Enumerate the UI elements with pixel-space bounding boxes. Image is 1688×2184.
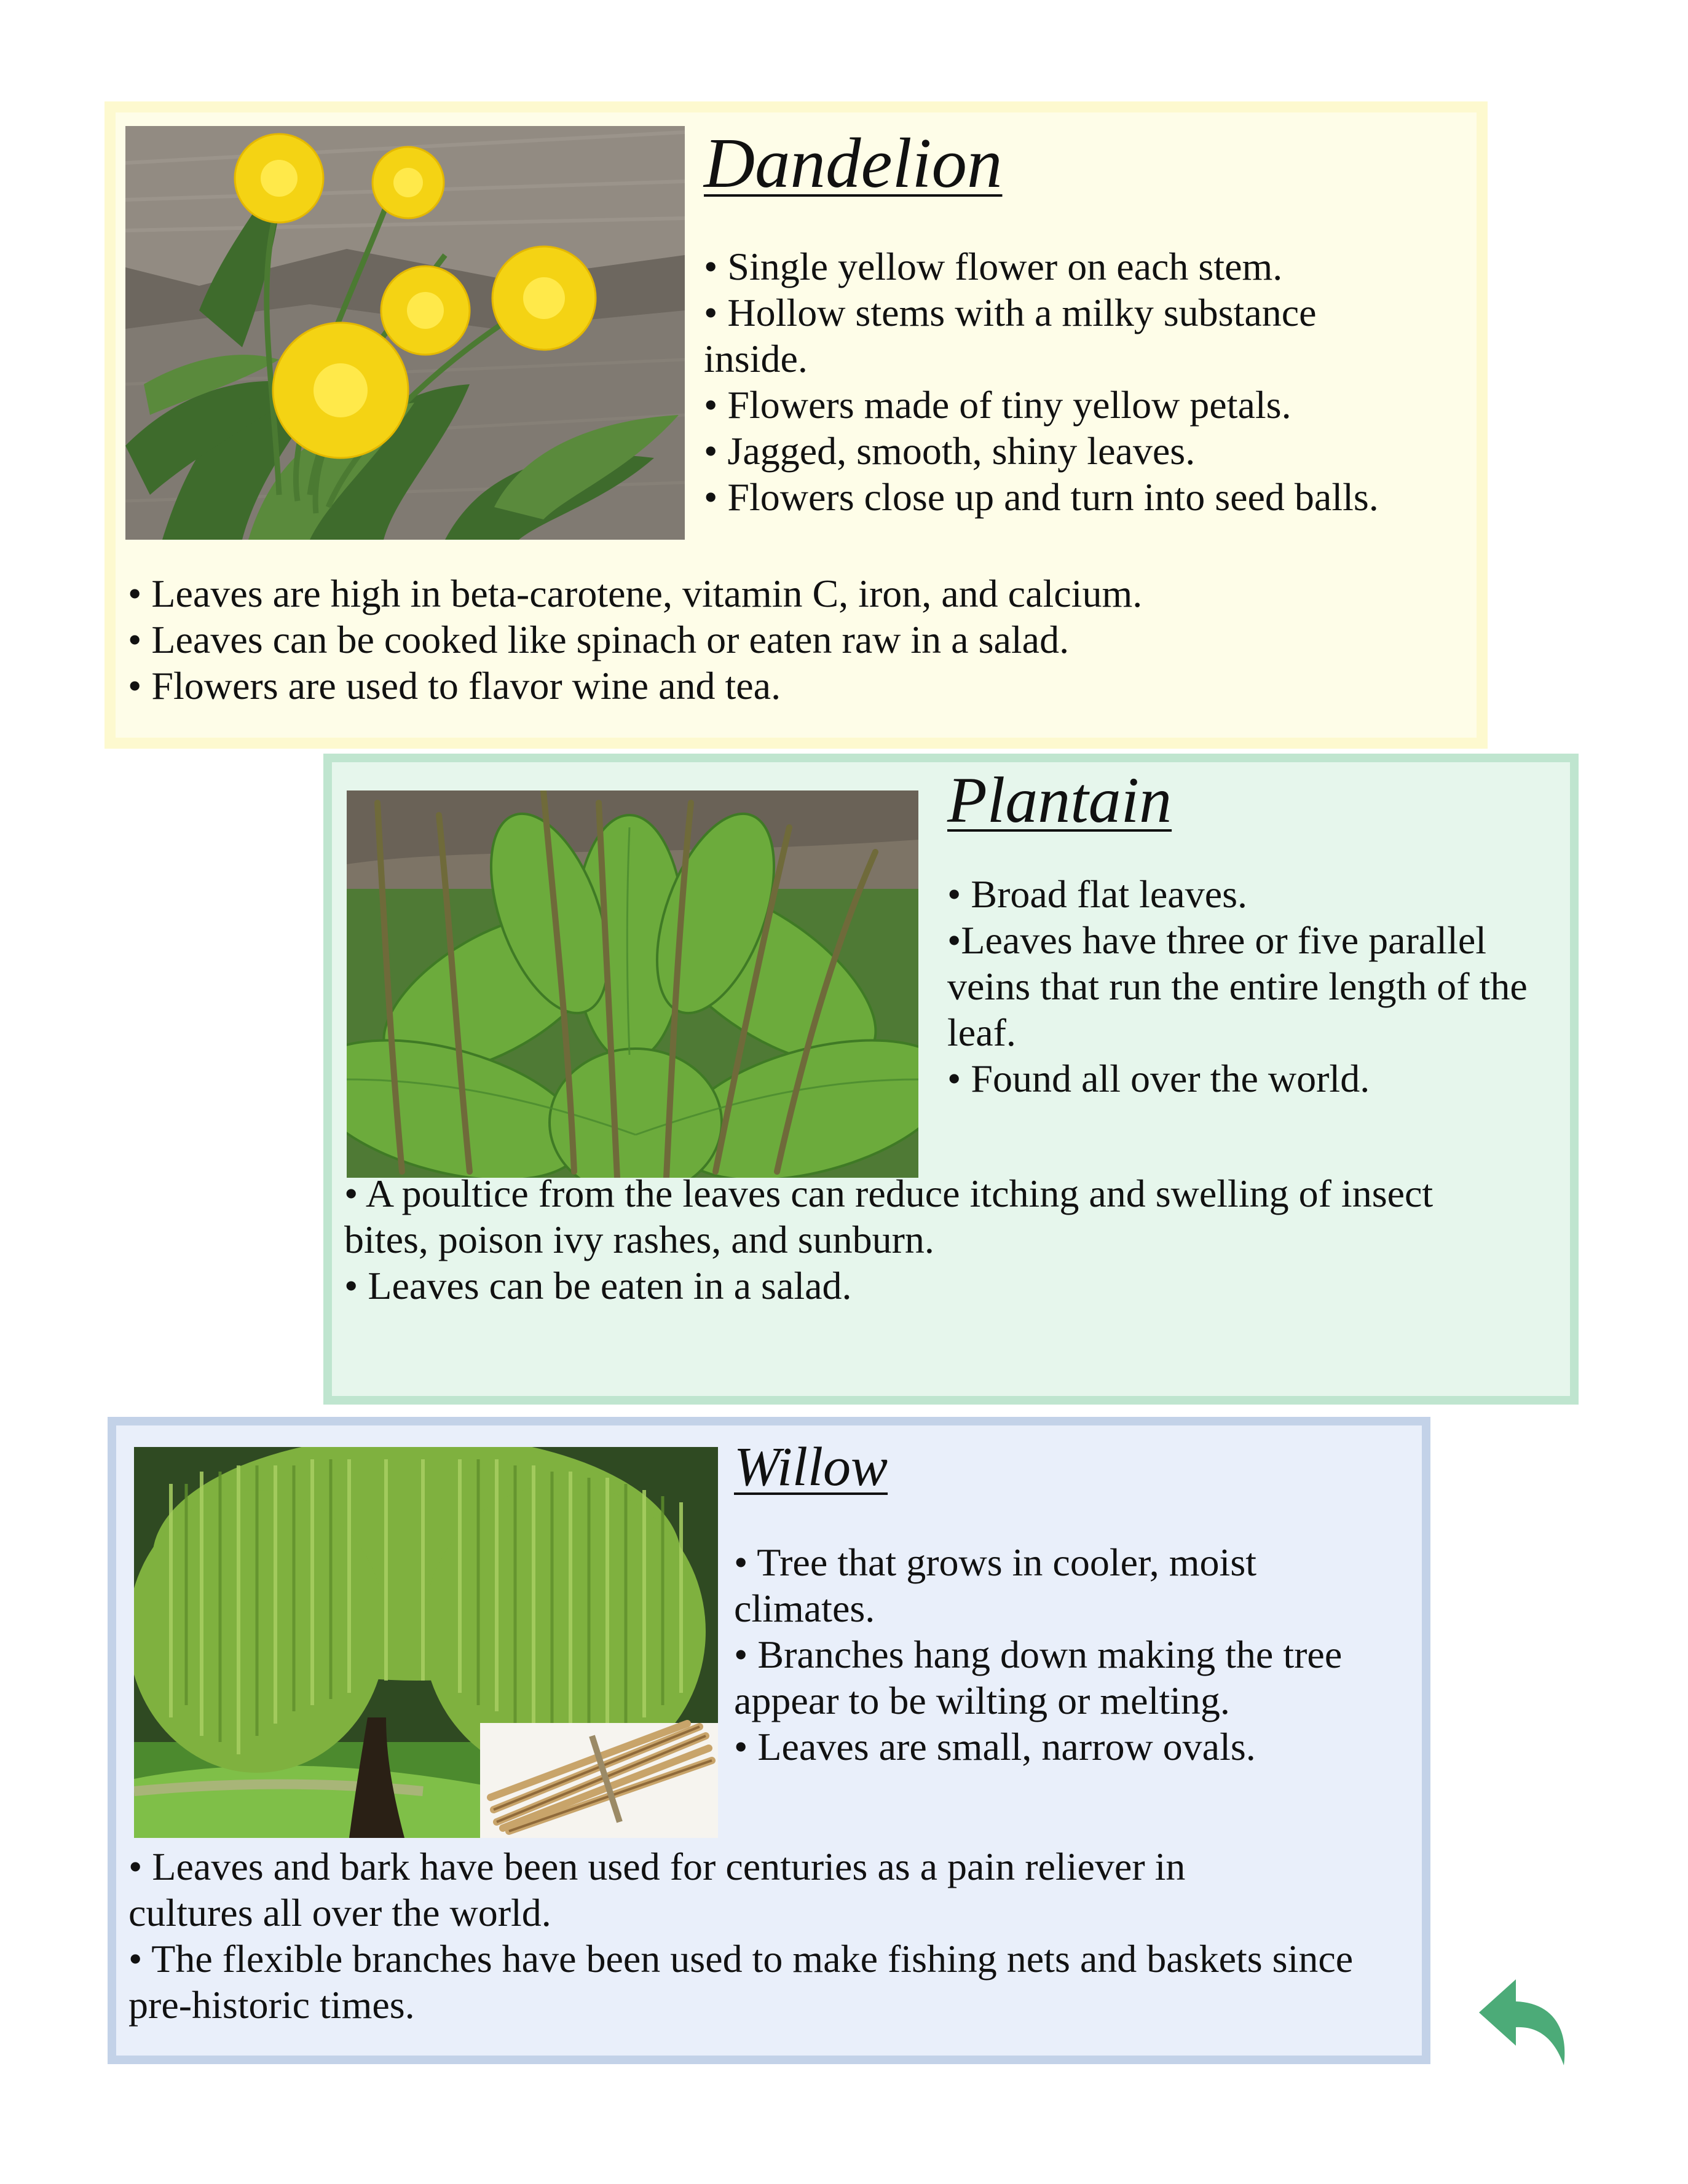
dandelion-use-1: • Leaves are high in beta-carotene, vitamin C, iron, and calcium.: [128, 572, 1143, 615]
plantain-use-2: • Leaves can be eaten in a salad.: [344, 1264, 852, 1307]
plantain-feature-1: • Broad flat leaves.: [947, 872, 1247, 916]
willow-title: Willow: [734, 1437, 888, 1497]
willow-features: [734, 1539, 1404, 1770]
dandelion-feature-2: • Hollow stems with a milky substance inside.: [704, 291, 1317, 380]
dandelion-feature-4: • Jagged, smooth, shiny leaves.: [704, 429, 1196, 473]
plantain-photo: [347, 790, 918, 1178]
dandelion-feature-3: • Flowers made of tiny yellow petals.: [704, 383, 1292, 427]
dandelion-use-3: • Flowers are used to flavor wine and tea.: [128, 664, 781, 708]
dandelion-card: [105, 101, 1488, 749]
dandelion-title: Dandelion: [704, 124, 1003, 202]
willow-use-1: • Leaves and bark have been used for centuries as a pain reliever in cultures all over the world.: [128, 1845, 1186, 1934]
curved-back-arrow-icon: [1478, 1978, 1570, 2065]
willow-feature-3: • Leaves are small, narrow ovals.: [734, 1725, 1256, 1768]
plantain-features: [947, 871, 1531, 1102]
dandelion-use-2: • Leaves can be cooked like spinach or eaten raw in a salad.: [128, 618, 1070, 661]
plantain-title: Plantain: [947, 764, 1172, 836]
willow-card: [108, 1417, 1430, 2064]
dandelion-feature-1: • Single yellow flower on each stem.: [704, 245, 1283, 288]
plantain-card: [323, 754, 1579, 1405]
dandelion-features: [704, 243, 1472, 520]
dandelion-feature-5: • Flowers close up and turn into seed balls.: [704, 475, 1379, 519]
plantain-feature-3: • Found all over the world.: [947, 1057, 1370, 1100]
plantain-use-1: • A poultice from the leaves can reduce itching and swelling of insect bites, poison ivy rashes, and sunburn.: [344, 1172, 1434, 1261]
plantain-feature-2: •Leaves have three or five parallel veins that run the entire length of the leaf.: [947, 918, 1528, 1054]
willow-feature-2: • Branches hang down making the tree appear to be wilting or melting.: [734, 1633, 1343, 1722]
willow-uses: [128, 1843, 1358, 2028]
willow-photo: [134, 1447, 718, 1838]
dandelion-uses: [128, 570, 1468, 709]
dandelion-photo: [125, 126, 685, 540]
willow-feature-1: • Tree that grows in cooler, moist climates.: [734, 1540, 1256, 1630]
plantain-uses: [344, 1170, 1488, 1309]
willow-use-2: • The flexible branches have been used to make fishing nets and baskets since pre-historic times.: [128, 1937, 1354, 2027]
back-arrow-button[interactable]: [1478, 1978, 1570, 2065]
